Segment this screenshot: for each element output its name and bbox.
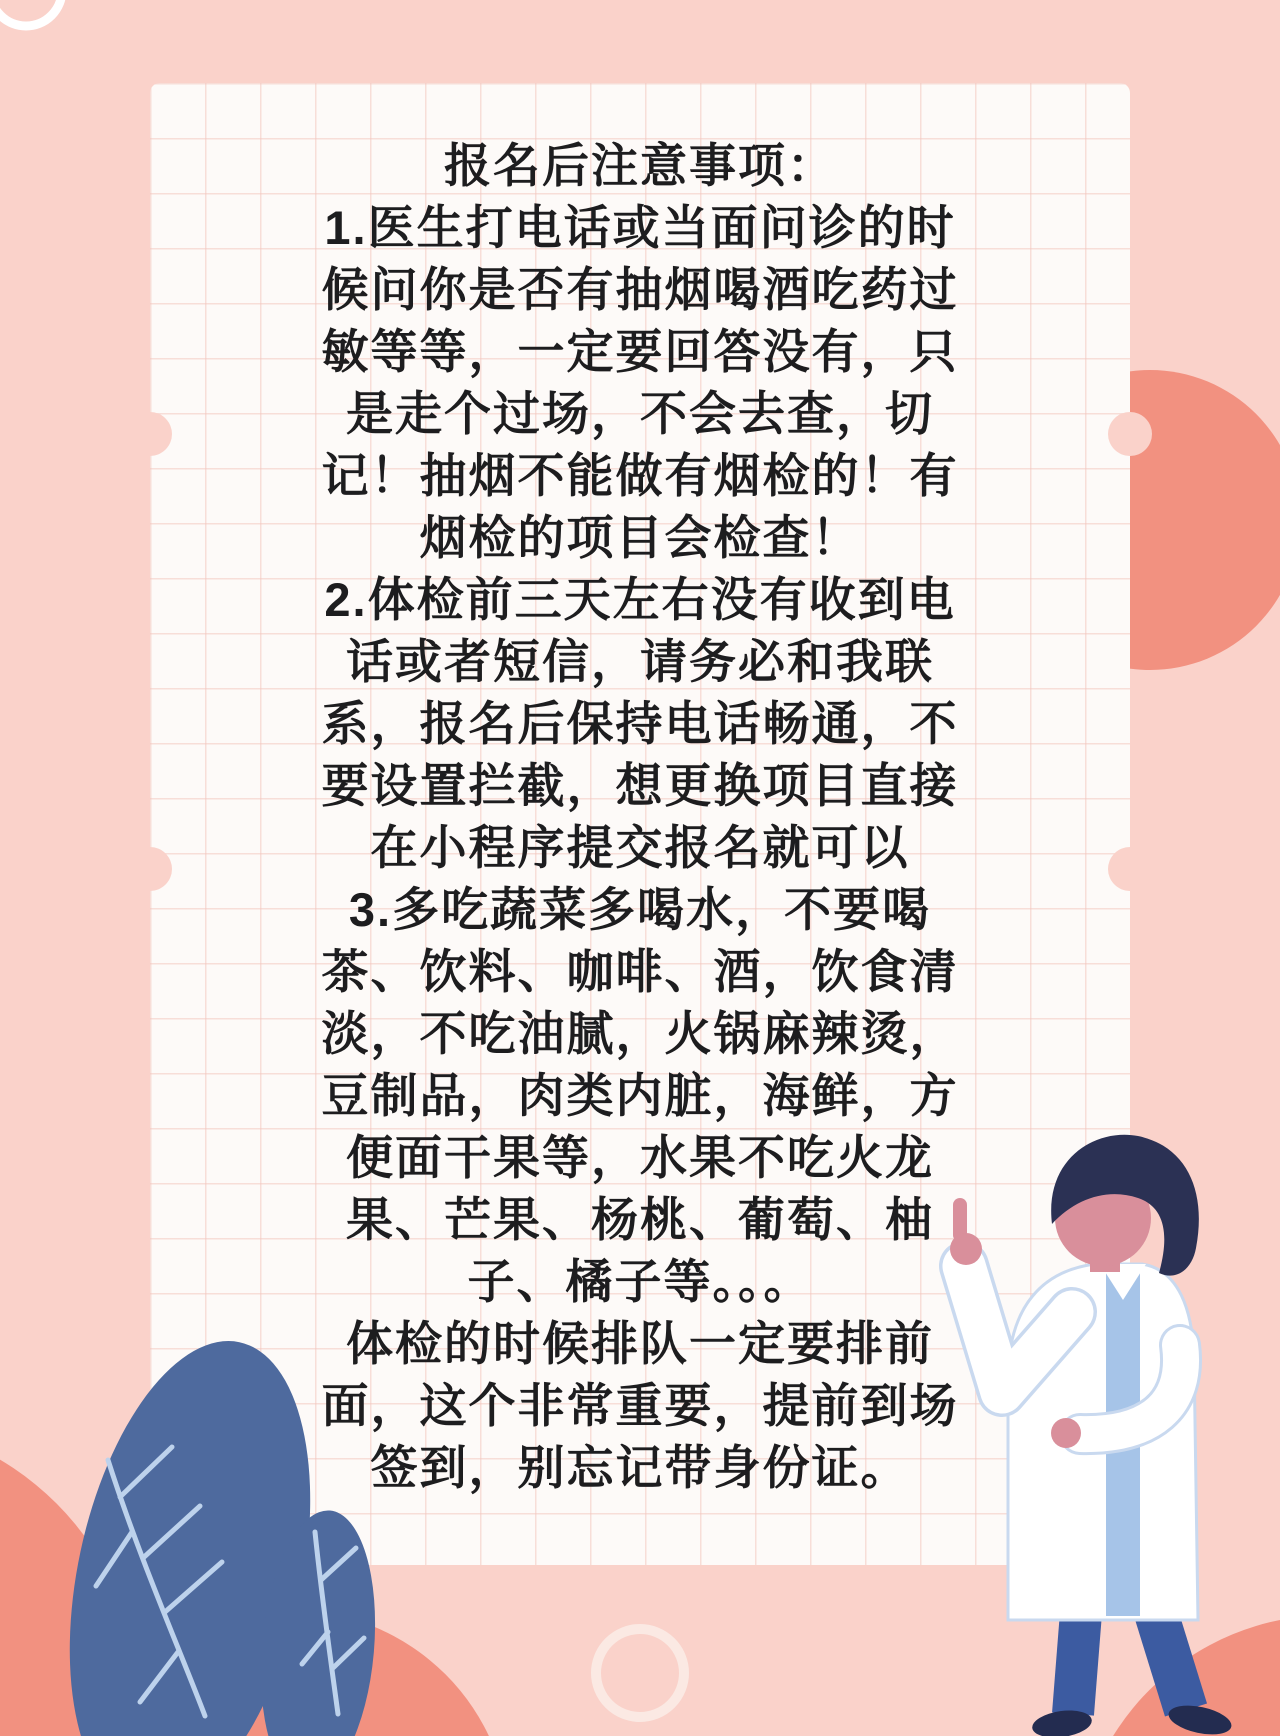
text-line: 体检的时候排队一定要排前: [346, 1317, 934, 1370]
text-line: 3.多吃蔬菜多喝水，不要喝: [348, 883, 932, 936]
text-line: 是走个过场，不会去查，切: [346, 387, 934, 440]
text-line: 记！抽烟不能做有烟检的！有: [321, 449, 959, 502]
blue-leaves-illustration: [31, 1319, 386, 1736]
card-title: 报名后注意事项：: [444, 139, 836, 192]
card-notch: [1108, 412, 1152, 456]
doctor-hand-raised: [950, 1233, 982, 1265]
text-line: 系，报名后保持电话畅通，不: [321, 697, 959, 750]
doctor-hand-lower: [1051, 1418, 1081, 1448]
card-notch: [128, 412, 172, 456]
text-line: 茶、饮料、咖啡、酒，饮食清: [321, 945, 959, 998]
text-line: 签到，别忘记带身份证。: [370, 1441, 910, 1494]
text-line: 候问你是否有抽烟喝酒吃药过: [321, 263, 959, 316]
text-line: 要设置拦截，想更换项目直接: [321, 759, 959, 812]
text-line: 果、芒果、杨桃、葡萄、柚: [346, 1193, 934, 1246]
text-line: 面，这个非常重要，提前到场: [321, 1379, 959, 1432]
text-line: 在小程序提交报名就可以: [370, 821, 910, 874]
text-line: 2.体检前三天左右没有收到电: [324, 573, 956, 626]
text-line: 便面干果等，水果不吃火龙: [346, 1131, 934, 1184]
text-line: 敏等等，一定要回答没有，只: [321, 325, 959, 378]
text-line: 话或者短信，请务必和我联: [346, 635, 934, 688]
text-line: 子、橘子等。。。: [467, 1255, 813, 1308]
text-line: 豆制品，肉类内脏，海鲜，方: [321, 1069, 959, 1122]
text-line: 淡，不吃油腻，火锅麻辣烫，: [321, 1007, 959, 1060]
text-line: 烟检的项目会检查！: [419, 511, 861, 564]
card-notch: [128, 847, 172, 891]
doctor-pointing-up-illustration: [950, 1135, 1234, 1736]
card-edge-notches: [128, 412, 1152, 891]
text-line: 1.医生打电话或当面问诊的时: [324, 201, 956, 254]
card-notch: [1108, 847, 1152, 891]
